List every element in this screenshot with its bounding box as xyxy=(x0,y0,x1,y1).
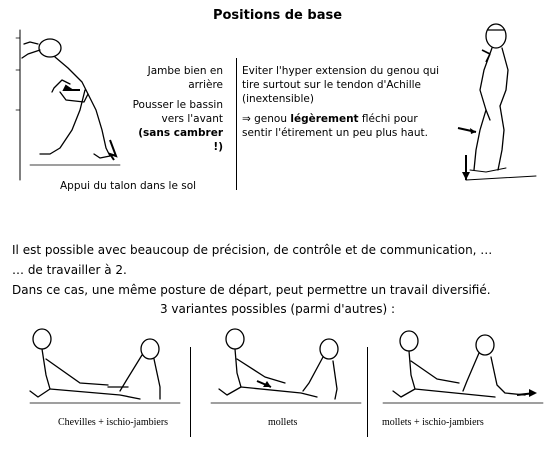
partner-stretch-2-illustration xyxy=(205,325,365,415)
top-left-instructions xyxy=(128,64,223,160)
body-line-3: Dans ce cas, une même posture de départ, peut permettre un travail diversifié. xyxy=(12,283,491,297)
heel-caption: Appui du talon dans le sol xyxy=(60,180,197,192)
instruction-push-pelvis-text: Pousser le bassin vers l'avant xyxy=(132,99,223,125)
caption-variant-2: mollets xyxy=(268,417,298,428)
top-right-instructions xyxy=(242,64,442,146)
partner-stretch-1-illustration xyxy=(20,325,190,415)
vertical-divider xyxy=(236,58,237,190)
illustration-divider-2 xyxy=(367,347,368,437)
instruction-no-arch: (sans cambrer !) xyxy=(138,127,223,153)
calf-stretch-right-illustration xyxy=(446,20,546,190)
caption-variant-3: mollets + ischio-jambiers xyxy=(382,417,484,428)
instruction-leg-back: Jambe bien en arrière xyxy=(147,65,223,91)
partner-stretch-3-illustration xyxy=(375,325,550,415)
instruction-push-pelvis xyxy=(128,98,223,154)
caption-variant-1: Chevilles + ischio-jambiers xyxy=(58,417,169,428)
calf-stretch-left-illustration xyxy=(10,30,125,180)
body-line-4: 3 variantes possibles (parmi d'autres) : xyxy=(159,302,396,316)
page-title: Positions de base xyxy=(212,8,343,23)
instruction-avoid-hyperextension: Eviter l'hyper extension du genou qui tire surtout sur le tendon d'Achille (inextensible) xyxy=(242,65,440,105)
knee-bent-suffix: fléchi pour sentir l'étirement un peu plus haut. xyxy=(242,113,428,139)
knee-bent-emphasis: légèrement xyxy=(290,113,359,125)
illustration-divider-1 xyxy=(190,347,191,437)
body-line-1: Il est possible avec beaucoup de précision, de contrôle et de communication, … xyxy=(12,243,493,257)
body-line-2: … de travailler à 2. xyxy=(12,263,127,277)
knee-bent-prefix: ⇒ genou xyxy=(242,113,291,125)
instruction-knee-bent xyxy=(242,112,442,140)
